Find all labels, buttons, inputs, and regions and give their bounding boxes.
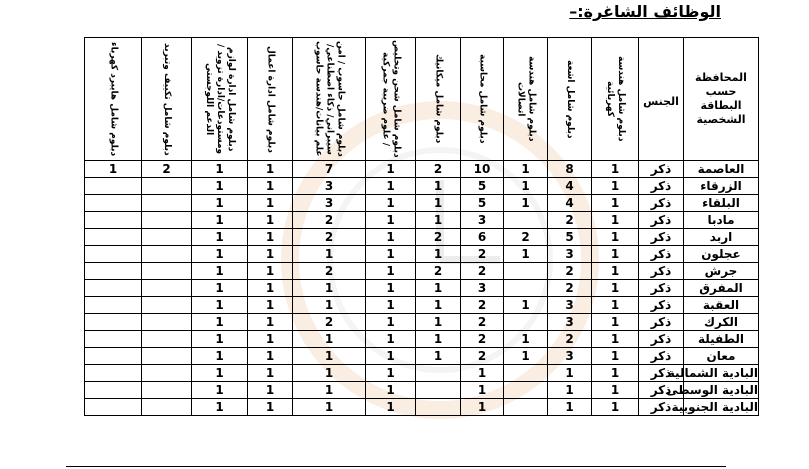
governorate-cell: جرش bbox=[684, 263, 759, 280]
table-row bbox=[85, 314, 759, 331]
count-cell: 1 bbox=[192, 212, 248, 229]
bottom-rule bbox=[66, 466, 726, 467]
count-cell: 1 bbox=[293, 399, 366, 416]
count-cell bbox=[85, 195, 142, 212]
gender-cell: ذكر bbox=[639, 331, 684, 348]
header-column: دبلوم شامل شحن وتخليص / علوم ضريبة جمركية bbox=[366, 38, 416, 161]
count-cell: 1 bbox=[504, 195, 548, 212]
governorate-cell: معان bbox=[684, 348, 759, 365]
count-cell: 1 bbox=[416, 297, 461, 314]
header-column: دبلوم شامل ادارة اعمال bbox=[248, 38, 293, 161]
table-row bbox=[85, 229, 759, 246]
count-cell: 4 bbox=[548, 195, 592, 212]
count-cell: 1 bbox=[192, 348, 248, 365]
count-cell bbox=[142, 399, 192, 416]
count-cell: 2 bbox=[293, 263, 366, 280]
count-cell: 1 bbox=[192, 331, 248, 348]
gender-cell: ذكر bbox=[639, 178, 684, 195]
count-cell: 1 bbox=[592, 314, 639, 331]
count-cell: 2 bbox=[142, 161, 192, 178]
header-column: دبلوم شامل ميكانيك bbox=[416, 38, 461, 161]
gender-cell: ذكر bbox=[639, 229, 684, 246]
header-gender: الجنس bbox=[639, 38, 684, 161]
governorate-cell: البلقاء bbox=[684, 195, 759, 212]
count-cell: 1 bbox=[366, 195, 416, 212]
count-cell: 5 bbox=[461, 178, 504, 195]
table-row bbox=[85, 280, 759, 297]
count-cell: 1 bbox=[416, 331, 461, 348]
governorate-cell: البادية الوسطى bbox=[666, 383, 758, 397]
count-cell: 1 bbox=[366, 263, 416, 280]
table-row bbox=[85, 348, 759, 365]
header-column: دبلوم شامل حاسوب / امن سيبراني/ ذكاء اصطناعي/ علم بيانات/هندسة حاسوب bbox=[293, 38, 366, 161]
header-column: دبلوم شامل ادارة لوازم ومستودعات/ادارة تزويد /الدعم اللوجستي bbox=[192, 38, 248, 161]
count-cell bbox=[504, 365, 548, 382]
count-cell bbox=[142, 331, 192, 348]
count-cell: 1 bbox=[548, 399, 592, 416]
gender-cell: ذكر bbox=[639, 297, 684, 314]
count-cell bbox=[416, 382, 461, 399]
count-cell bbox=[142, 263, 192, 280]
count-cell: 2 bbox=[461, 348, 504, 365]
governorate-cell: العاصمة bbox=[684, 161, 759, 178]
count-cell bbox=[504, 314, 548, 331]
count-cell: 1 bbox=[461, 399, 504, 416]
count-cell: 1 bbox=[248, 263, 293, 280]
count-cell: 1 bbox=[248, 229, 293, 246]
count-cell: 1 bbox=[366, 382, 416, 399]
gender-cell: ذكر bbox=[639, 399, 684, 416]
count-cell bbox=[142, 348, 192, 365]
count-cell: 1 bbox=[293, 365, 366, 382]
count-cell bbox=[142, 280, 192, 297]
gender-cell: ذكر bbox=[639, 382, 684, 399]
count-cell bbox=[504, 399, 548, 416]
count-cell: 1 bbox=[293, 280, 366, 297]
header-governorate: المحافظة حسب البطاقة الشخصية bbox=[684, 38, 759, 161]
count-cell: 1 bbox=[504, 297, 548, 314]
count-cell: 2 bbox=[293, 314, 366, 331]
count-cell: 1 bbox=[293, 246, 366, 263]
count-cell: 1 bbox=[504, 178, 548, 195]
header-column: دبلوم شامل تكييف وتبريد bbox=[142, 38, 192, 161]
gender-cell: ذكر bbox=[639, 348, 684, 365]
count-cell: 1 bbox=[366, 178, 416, 195]
page-title: الوظائف الشاغرة:– bbox=[569, 2, 721, 21]
count-cell: 1 bbox=[192, 246, 248, 263]
count-cell bbox=[142, 246, 192, 263]
count-cell: 1 bbox=[192, 314, 248, 331]
count-cell: 1 bbox=[192, 280, 248, 297]
count-cell: 1 bbox=[248, 161, 293, 178]
table-row bbox=[85, 178, 759, 195]
count-cell: 1 bbox=[592, 348, 639, 365]
count-cell: 1 bbox=[416, 195, 461, 212]
table-row bbox=[85, 161, 759, 178]
count-cell: 1 bbox=[366, 314, 416, 331]
count-cell: 1 bbox=[592, 365, 639, 382]
gender-cell: ذكر bbox=[639, 246, 684, 263]
count-cell: 1 bbox=[293, 348, 366, 365]
table-row bbox=[85, 399, 759, 416]
count-cell: 8 bbox=[548, 161, 592, 178]
count-cell bbox=[85, 399, 142, 416]
count-cell bbox=[85, 382, 142, 399]
count-cell: 1 bbox=[592, 263, 639, 280]
table-row bbox=[85, 382, 759, 399]
governorate-cell: البادية الجنوبية bbox=[671, 400, 758, 414]
count-cell: 1 bbox=[416, 348, 461, 365]
count-cell: 1 bbox=[192, 297, 248, 314]
count-cell: 2 bbox=[548, 280, 592, 297]
count-cell: 2 bbox=[548, 212, 592, 229]
count-cell bbox=[504, 263, 548, 280]
count-cell: 1 bbox=[192, 229, 248, 246]
count-cell: 1 bbox=[366, 365, 416, 382]
count-cell: 1 bbox=[192, 365, 248, 382]
count-cell: 1 bbox=[248, 348, 293, 365]
count-cell: 1 bbox=[248, 331, 293, 348]
count-cell bbox=[142, 314, 192, 331]
count-cell: 2 bbox=[461, 331, 504, 348]
count-cell: 1 bbox=[366, 161, 416, 178]
count-cell: 1 bbox=[248, 280, 293, 297]
gender-cell: ذكر bbox=[639, 365, 684, 382]
header-column: دبلوم شامل هندسة اتصالات bbox=[504, 38, 548, 161]
count-cell: 1 bbox=[248, 178, 293, 195]
header-column: دبلوم شامل هايبرد كهرباء bbox=[85, 38, 142, 161]
count-cell: 1 bbox=[592, 246, 639, 263]
count-cell: 7 bbox=[293, 161, 366, 178]
count-cell: 1 bbox=[248, 399, 293, 416]
count-cell: 2 bbox=[461, 314, 504, 331]
count-cell: 1 bbox=[592, 399, 639, 416]
count-cell: 5 bbox=[548, 229, 592, 246]
count-cell: 1 bbox=[592, 382, 639, 399]
count-cell: 1 bbox=[192, 161, 248, 178]
count-cell: 1 bbox=[248, 212, 293, 229]
count-cell bbox=[416, 365, 461, 382]
count-cell: 1 bbox=[248, 365, 293, 382]
table-row bbox=[85, 297, 759, 314]
count-cell: 1 bbox=[592, 280, 639, 297]
count-cell: 1 bbox=[416, 178, 461, 195]
count-cell: 3 bbox=[461, 280, 504, 297]
table-row bbox=[85, 195, 759, 212]
count-cell: 2 bbox=[416, 263, 461, 280]
count-cell bbox=[85, 314, 142, 331]
count-cell: 2 bbox=[416, 161, 461, 178]
count-cell: 2 bbox=[548, 331, 592, 348]
count-cell: 1 bbox=[461, 365, 504, 382]
count-cell bbox=[85, 178, 142, 195]
count-cell: 2 bbox=[461, 246, 504, 263]
count-cell: 2 bbox=[548, 263, 592, 280]
count-cell bbox=[85, 212, 142, 229]
count-cell: 1 bbox=[293, 297, 366, 314]
count-cell: 1 bbox=[85, 161, 142, 178]
governorate-cell: العقبة bbox=[684, 297, 759, 314]
count-cell: 1 bbox=[504, 331, 548, 348]
count-cell: 3 bbox=[548, 314, 592, 331]
count-cell: 1 bbox=[293, 382, 366, 399]
count-cell bbox=[142, 178, 192, 195]
count-cell: 1 bbox=[366, 212, 416, 229]
table-row bbox=[85, 212, 759, 229]
governorate-cell: المفرق bbox=[684, 280, 759, 297]
count-cell bbox=[85, 229, 142, 246]
count-cell: 1 bbox=[592, 212, 639, 229]
count-cell: 1 bbox=[592, 229, 639, 246]
gender-cell: ذكر bbox=[639, 195, 684, 212]
count-cell: 3 bbox=[548, 246, 592, 263]
count-cell: 1 bbox=[416, 280, 461, 297]
count-cell bbox=[85, 297, 142, 314]
count-cell: 1 bbox=[504, 161, 548, 178]
count-cell: 1 bbox=[592, 178, 639, 195]
count-cell bbox=[142, 297, 192, 314]
count-cell: 10 bbox=[461, 161, 504, 178]
count-cell: 1 bbox=[366, 348, 416, 365]
gender-cell: ذكر bbox=[639, 161, 684, 178]
count-cell bbox=[142, 382, 192, 399]
header-column: دبلوم شامل محاسبة bbox=[461, 38, 504, 161]
governorate-cell: الزرقاء bbox=[684, 178, 759, 195]
count-cell: 5 bbox=[461, 195, 504, 212]
gender-cell: ذكر bbox=[639, 212, 684, 229]
count-cell bbox=[85, 263, 142, 280]
count-cell: 1 bbox=[192, 399, 248, 416]
count-cell bbox=[142, 229, 192, 246]
governorate-cell: عجلون bbox=[684, 246, 759, 263]
gender-cell: ذكر bbox=[639, 280, 684, 297]
count-cell: 1 bbox=[592, 195, 639, 212]
count-cell: 3 bbox=[293, 195, 366, 212]
count-cell: 1 bbox=[248, 195, 293, 212]
count-cell bbox=[142, 365, 192, 382]
count-cell: 2 bbox=[293, 229, 366, 246]
header-column: دبلوم شامل هندسة كهربائية bbox=[592, 38, 639, 161]
governorate-cell: الطفيلة bbox=[684, 331, 759, 348]
table-row bbox=[85, 331, 759, 348]
count-cell: 2 bbox=[293, 212, 366, 229]
count-cell: 3 bbox=[548, 348, 592, 365]
table-row bbox=[85, 263, 759, 280]
count-cell: 1 bbox=[192, 195, 248, 212]
count-cell: 2 bbox=[461, 263, 504, 280]
count-cell: 1 bbox=[192, 263, 248, 280]
count-cell: 3 bbox=[461, 212, 504, 229]
count-cell: 1 bbox=[504, 348, 548, 365]
count-cell: 1 bbox=[248, 297, 293, 314]
header-column: دبلوم شامل اشعة bbox=[548, 38, 592, 161]
count-cell: 1 bbox=[366, 280, 416, 297]
count-cell: 1 bbox=[248, 382, 293, 399]
count-cell: 1 bbox=[293, 331, 366, 348]
governorate-cell: الكرك bbox=[684, 314, 759, 331]
count-cell: 2 bbox=[504, 229, 548, 246]
gender-cell: ذكر bbox=[639, 314, 684, 331]
count-cell bbox=[504, 212, 548, 229]
count-cell: 1 bbox=[248, 246, 293, 263]
count-cell bbox=[85, 331, 142, 348]
governorate-cell: مادبا bbox=[684, 212, 759, 229]
governorate-cell: اربد bbox=[684, 229, 759, 246]
count-cell: 4 bbox=[548, 178, 592, 195]
count-cell: 1 bbox=[592, 297, 639, 314]
count-cell bbox=[85, 280, 142, 297]
count-cell: 3 bbox=[548, 297, 592, 314]
count-cell: 2 bbox=[416, 229, 461, 246]
count-cell: 1 bbox=[592, 331, 639, 348]
count-cell: 1 bbox=[366, 297, 416, 314]
count-cell: 1 bbox=[548, 365, 592, 382]
count-cell bbox=[504, 280, 548, 297]
count-cell bbox=[85, 348, 142, 365]
table-header-row bbox=[85, 38, 759, 161]
count-cell: 1 bbox=[192, 382, 248, 399]
gender-cell: ذكر bbox=[639, 263, 684, 280]
count-cell: 1 bbox=[548, 382, 592, 399]
table-row bbox=[85, 365, 759, 382]
count-cell: 1 bbox=[461, 382, 504, 399]
count-cell: 1 bbox=[366, 229, 416, 246]
table-row bbox=[85, 246, 759, 263]
count-cell: 1 bbox=[416, 212, 461, 229]
count-cell: 6 bbox=[461, 229, 504, 246]
count-cell bbox=[416, 399, 461, 416]
count-cell: 1 bbox=[366, 246, 416, 263]
count-cell: 2 bbox=[461, 297, 504, 314]
count-cell bbox=[142, 195, 192, 212]
count-cell bbox=[504, 382, 548, 399]
count-cell bbox=[85, 246, 142, 263]
count-cell: 1 bbox=[366, 331, 416, 348]
count-cell: 3 bbox=[293, 178, 366, 195]
vacancies-table bbox=[84, 37, 759, 416]
count-cell bbox=[85, 365, 142, 382]
count-cell: 1 bbox=[192, 178, 248, 195]
count-cell: 1 bbox=[248, 314, 293, 331]
count-cell: 1 bbox=[366, 399, 416, 416]
governorate-cell: البادية الشمالية bbox=[667, 366, 758, 380]
count-cell: 1 bbox=[416, 314, 461, 331]
count-cell bbox=[142, 212, 192, 229]
count-cell: 1 bbox=[416, 246, 461, 263]
count-cell: 1 bbox=[592, 161, 639, 178]
count-cell: 1 bbox=[504, 246, 548, 263]
